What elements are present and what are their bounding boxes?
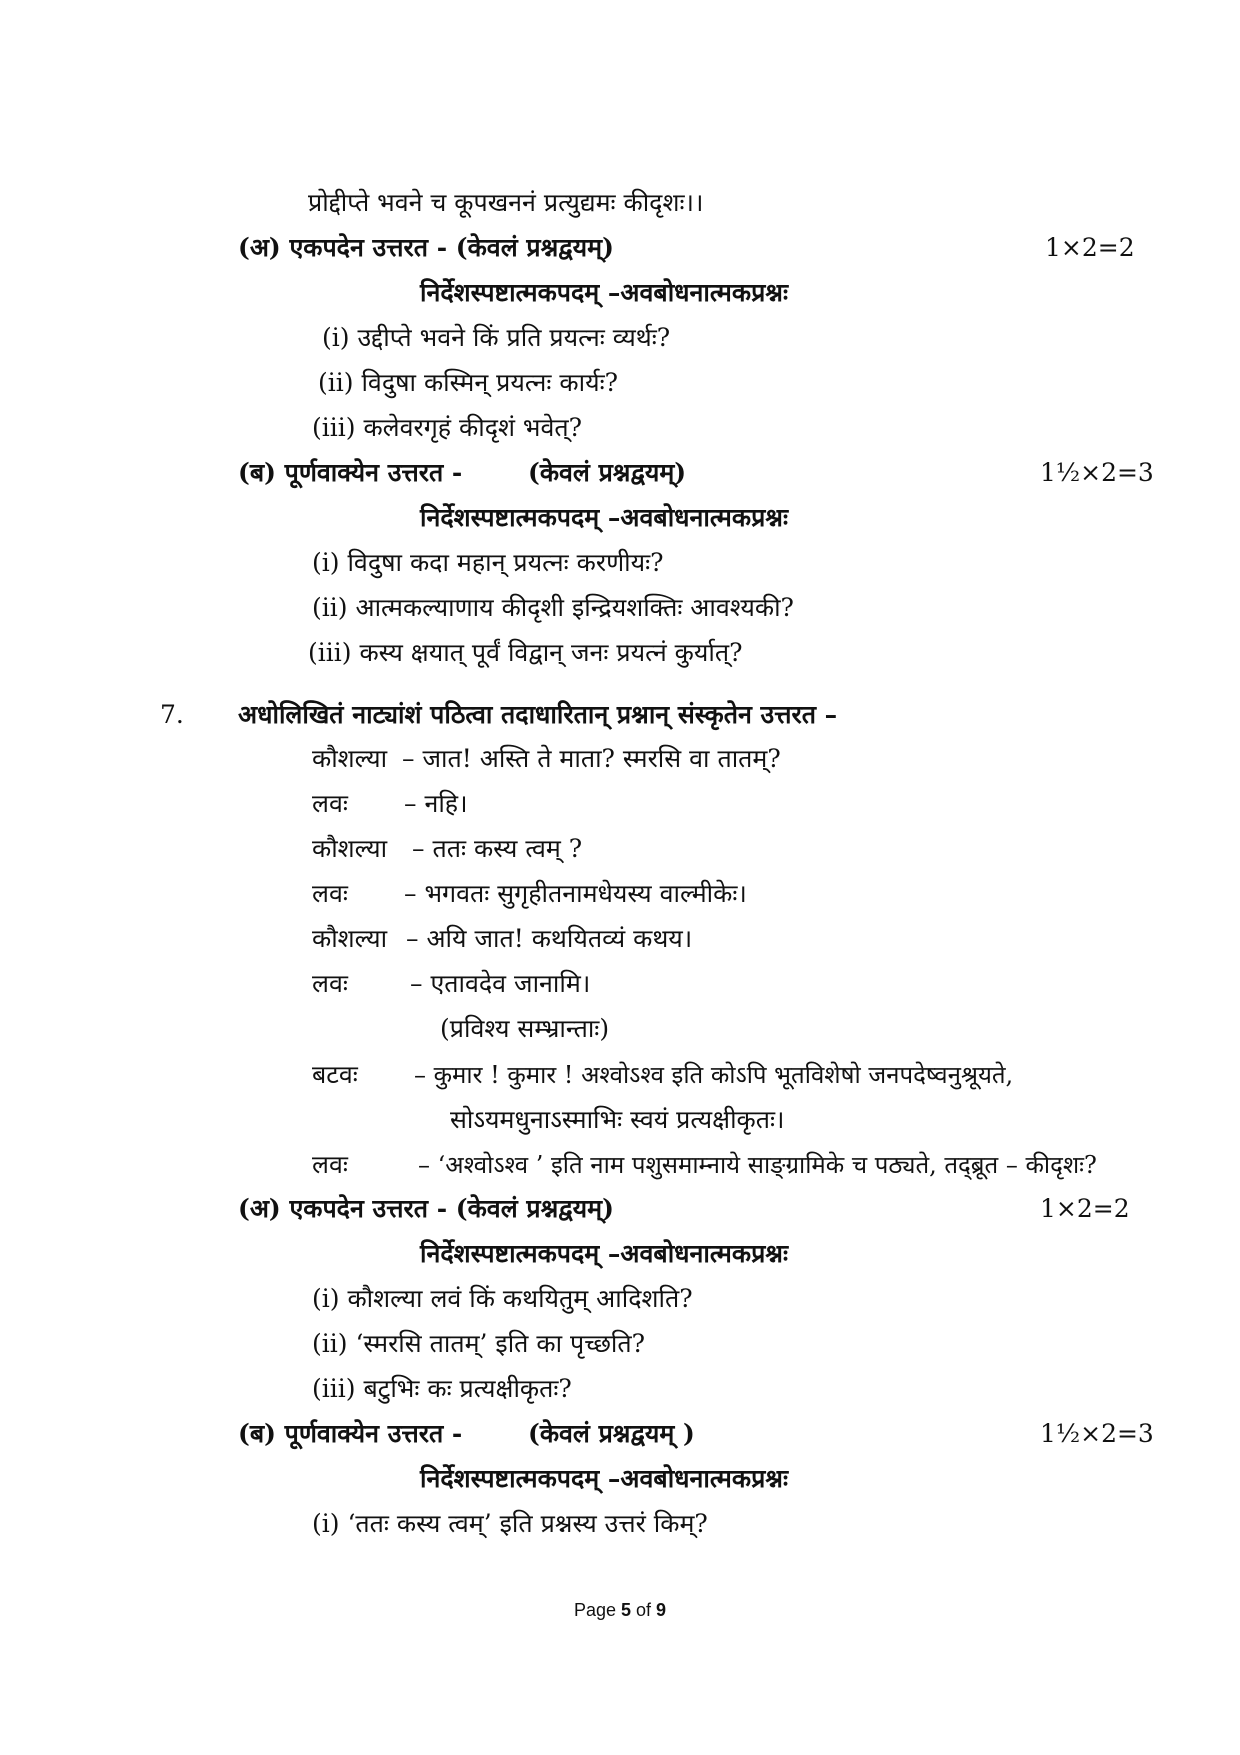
dialogue-text: – नहि। — [404, 789, 468, 818]
dialogue-text: – भगवतः सुगृहीतनामधेयस्य वाल्मीकेः। — [404, 879, 747, 908]
question-item: (iii) कलेवरगृहं कीदृशं भवेत्? — [312, 413, 583, 442]
question-item: (i) विदुषा कदा महान् प्रयत्नः करणीयः? — [312, 548, 664, 577]
section-b-marks: 1½×2=3 — [1040, 458, 1154, 487]
stage-direction: (प्रविश्य सम्भ्रान्ताः) — [440, 1014, 610, 1043]
question-heading: अधोलिखितं नाट्यांशं पठित्वा तदाधारितान् प्रश्नान् संस्कृतेन उत्तरत – — [238, 700, 838, 729]
question-item: (iii) बटुभिः कः प्रत्यक्षीकृतः? — [312, 1374, 572, 1403]
question-item: (ii) आत्मकल्याणाय कीदृशी इन्द्रियशक्तिः आवश्यकी? — [312, 593, 794, 622]
section-a-subheading: निर्देशस्पष्टात्मकपदम् –अवबोधनात्मकप्रश्नः — [420, 278, 789, 307]
section-a-marks: 1×2=2 — [1045, 233, 1135, 262]
of-word: of — [631, 1600, 657, 1620]
section-a-label: (अ) एकपदेन उत्तरत - (केवलं प्रश्नद्वयम्) — [238, 233, 614, 262]
dialogue-speaker: लवः — [312, 969, 348, 998]
dialogue-speaker: बटवः — [312, 1060, 358, 1089]
dialogue-speaker: कौशल्या — [312, 744, 388, 773]
dialogue-speaker: लवः — [312, 1150, 348, 1179]
dialogue-speaker: कौशल्या — [312, 924, 388, 953]
verse-line: प्रोद्दीप्ते भवने च कूपखननं प्रत्युद्यमः कीदृशः।। — [308, 188, 704, 217]
section-b-label: (ब) पूर्णवाक्येन उत्तरत - — [238, 1419, 463, 1448]
dialogue-text-continued: सोऽयमधुनाऽस्माभिः स्वयं प्रत्यक्षीकृतः। — [450, 1105, 785, 1134]
section-b-subheading: निर्देशस्पष्टात्मकपदम् –अवबोधनात्मकप्रश्नः — [420, 503, 789, 532]
dialogue-text: – एतावदेव जानामि। — [410, 969, 591, 998]
total-pages: 9 — [656, 1600, 667, 1620]
section-a-subheading: निर्देशस्पष्टात्मकपदम् –अवबोधनात्मकप्रश्नः — [420, 1239, 789, 1268]
dialogue-speaker: कौशल्या — [312, 834, 388, 863]
dialogue-text: – कुमार ! कुमार ! अश्वोऽश्व इति कोऽपि भूतविशेषो जनपदेष्वनुश्रूयते, — [414, 1061, 1014, 1089]
dialogue-text: – जात! अस्ति ते माता? स्मरसि वा तातम्? — [402, 744, 781, 773]
section-b-marks: 1½×2=3 — [1040, 1419, 1154, 1448]
section-a-marks: 1×2=2 — [1040, 1194, 1130, 1223]
question-item: (i) ‘ततः कस्य त्वम्’ इति प्रश्नस्य उत्तरं किम्? — [312, 1509, 708, 1538]
page-word: Page — [573, 1600, 621, 1620]
section-b-label: (ब) पूर्णवाक्येन उत्तरत - — [238, 458, 463, 487]
question-item: (ii) ‘स्मरसि तातम्’ इति का पृच्छति? — [312, 1329, 646, 1358]
section-b-note: (केवलं प्रश्नद्वयम्) — [528, 458, 687, 487]
question-item: (i) कौशल्या लवं किं कथयितुम् आदिशति? — [312, 1284, 693, 1313]
dialogue-speaker: लवः — [312, 879, 348, 908]
dialogue-text: – ततः कस्य त्वम् ? — [412, 834, 583, 863]
question-item: (i) उद्दीप्ते भवने किं प्रति प्रयत्नः व्यर्थः? — [322, 323, 671, 352]
dialogue-text: – अयि जात! कथयितव्यं कथय। — [406, 924, 693, 953]
question-number: 7. — [160, 700, 184, 729]
question-item: (ii) विदुषा कस्मिन् प्रयत्नः कार्यः? — [318, 368, 619, 397]
section-b-note: (केवलं प्रश्नद्वयम् ) — [528, 1419, 695, 1448]
dialogue-speaker: लवः — [312, 789, 348, 818]
current-page: 5 — [621, 1600, 632, 1620]
page-footer — [0, 1600, 1240, 1621]
section-a-label: (अ) एकपदेन उत्तरत - (केवलं प्रश्नद्वयम्) — [238, 1194, 614, 1223]
question-item: (iii) कस्य क्षयात् पूर्वं विद्वान् जनः प्रयत्नं कुर्यात्? — [308, 638, 743, 667]
dialogue-text: – ‘अश्वोऽश्व ’ इति नाम पशुसमाम्नाये साङ्ग्रामिके च पठ्यते, तद्ब्रूत – कीदृशः? — [418, 1151, 1097, 1179]
section-b-subheading: निर्देशस्पष्टात्मकपदम् –अवबोधनात्मकप्रश्नः — [420, 1464, 789, 1493]
